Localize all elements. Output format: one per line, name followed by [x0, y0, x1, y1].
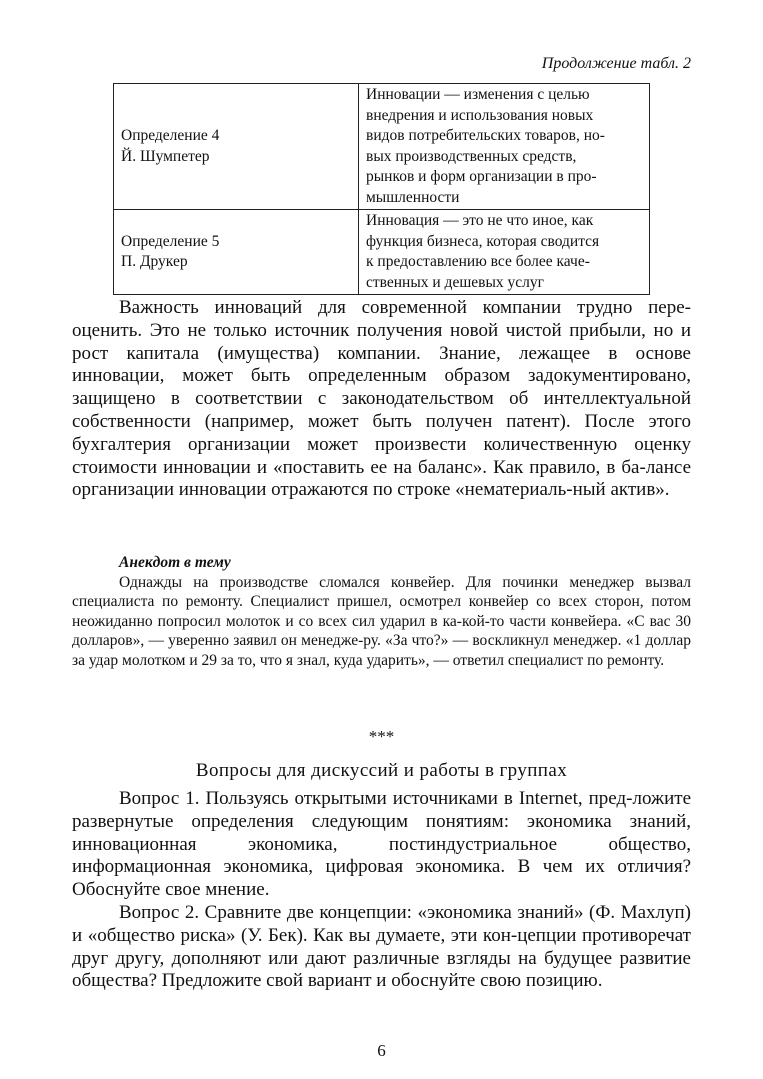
table-row: [114, 84, 650, 210]
definition-label: Определение 5: [121, 232, 220, 250]
definition-line: вых производственных средств,: [366, 147, 577, 165]
section-heading: Вопросы для дискуссий и работы в группах: [195, 760, 568, 781]
section-separator: ***: [368, 727, 395, 746]
definition-label: Определение 4: [121, 127, 220, 144]
definition-text-cell: [359, 84, 650, 210]
definition-label-cell: [114, 210, 359, 295]
definition-line: внедрения и использования новых: [366, 106, 594, 124]
anecdote-text: Однажды на производстве сломался конвейер. Для починки менеджер вызвал специалиста по ремонту. Специалист пришел, осмотрел конвейер со всех сторон, потом неожиданно попросил молоток и со всех сил ударил в ка-кой-то части конвейера. «С вас 30 долларов», — уверенно заявил он менедже-ру. «За что?» — воскликнул менеджер. «1 доллар за удар молотком и 29 за то, что я знал, куда ударить», — ответил специалист по ремонту.: [72, 573, 691, 669]
definition-label-cell: [114, 84, 359, 210]
body-section-innovations: [72, 297, 691, 502]
anecdote-box: [72, 553, 691, 671]
questions-section: [72, 788, 691, 993]
table-continuation-caption: Продолжение табл. 2: [541, 55, 691, 72]
table-row: [114, 210, 650, 295]
definition-line: Инновации — изменения с целью: [366, 86, 590, 103]
question-paragraph: Вопрос 1. Пользуясь открытыми источниками в Internet, пред-ложите развернутые определения следующим понятиям: экономика знаний, инновационная экономика, постиндустриальное общество, информационная экономика, цифровая экономика. В чем их отличия? Обоснуйте свое мнение.: [72, 788, 691, 901]
question-paragraph: Вопрос 2. Сравните две концепции: «экономика знаний» (Ф. Махлуп) и «общество риска» (У. Бек). Как вы думаете, эти кон-цепции противоречат друг другу, дополняют или дают различные взгляды на будущее развитие общества? Предложите свой вариант и обоснуйте свою позицию.: [72, 901, 691, 992]
definition-text-cell: [359, 210, 650, 295]
definitions-table: [113, 83, 650, 295]
definition-line: видов потребительских товаров, но-: [366, 127, 605, 144]
definition-author: Й. Шумпетер: [121, 147, 210, 165]
body-paragraph: Важность инноваций для современной компании трудно пере-оценить. Это не только источник получения новой чистой прибыли, но и рост капитала (имущества) компании. Знание, лежащее в основе инновации, может быть определенным образом задокументировано, защищено в соответствии с законодательством об интеллектуальной собственности (например, может быть получен патент). После этого бухгалтерия организации может произвести количественную оценку стоимости инновации и «поставить ее на баланс». Как правило, в ба-лансе организации инновации отражаются по строке «нематериаль-ный актив».: [72, 297, 691, 501]
page-number: 6: [377, 1041, 386, 1060]
definition-line: функция бизнеса, которая сводится: [366, 232, 600, 250]
definition-line: рынков и форм организации в про-: [366, 168, 597, 185]
definition-line: мышленности: [366, 188, 460, 206]
anecdote-title: Анекдот в тему: [119, 554, 231, 571]
definition-line: ственных и дешевых услуг: [366, 273, 544, 291]
definition-line: к предоставлению все более каче-: [366, 253, 590, 270]
definition-line: Инновация — это не что иное, как: [366, 212, 594, 229]
definition-author: П. Друкер: [121, 253, 188, 270]
